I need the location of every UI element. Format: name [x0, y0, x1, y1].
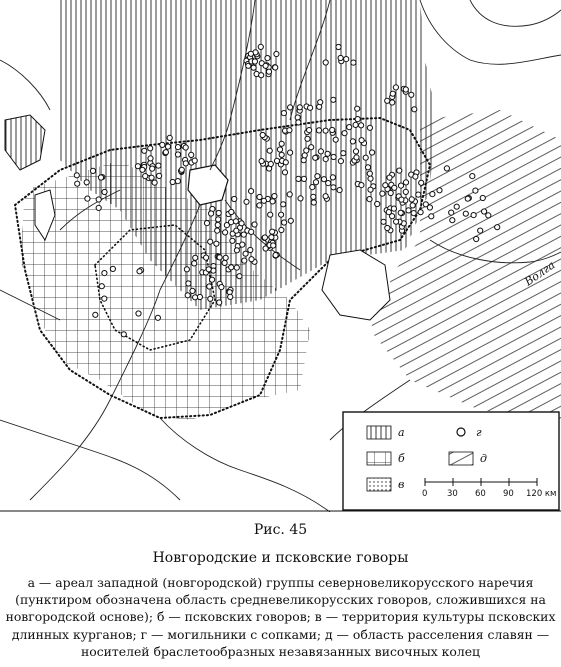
burial-mound-marker [313, 180, 318, 185]
burial-mound-marker [157, 173, 162, 178]
burial-mound-marker [495, 225, 500, 230]
burial-mound-marker [244, 199, 249, 204]
burial-mound-marker [167, 135, 172, 140]
burial-mound-marker [470, 174, 475, 179]
burial-mound-marker [281, 202, 286, 207]
burial-mound-marker [406, 208, 411, 213]
burial-mound-marker [140, 167, 145, 172]
burial-mound-marker [228, 294, 233, 299]
burial-mound-marker [234, 265, 239, 270]
burial-mound-marker [367, 171, 372, 176]
burial-mound-marker [351, 60, 356, 65]
burial-mound-marker [385, 98, 390, 103]
burial-mound-marker [214, 241, 219, 246]
burial-mound-marker [150, 166, 155, 171]
burial-mound-marker [302, 153, 307, 158]
burial-mound-marker [261, 198, 266, 203]
burial-mound-marker [367, 197, 372, 202]
burial-mound-marker [381, 219, 386, 224]
burial-mound-marker [156, 163, 161, 168]
burial-mound-marker [297, 105, 302, 110]
burial-mound-marker [398, 183, 403, 188]
scale-tick-60: 60 [475, 489, 486, 499]
burial-mound-marker [355, 117, 360, 122]
burial-mound-marker [403, 189, 408, 194]
burial-mound-marker [310, 185, 315, 190]
scale-tick-0: 0 [422, 489, 428, 499]
burial-mound-marker [393, 85, 398, 90]
burial-mound-marker [233, 219, 238, 224]
burial-mound-marker [248, 247, 253, 252]
burial-mound-marker [375, 201, 380, 206]
burial-mound-marker [160, 142, 165, 147]
burial-mound-marker [98, 175, 103, 180]
burial-mound-marker [353, 149, 358, 154]
burial-mound-marker [192, 261, 197, 266]
burial-mound-marker [204, 255, 209, 260]
burial-mound-marker [365, 165, 370, 170]
burial-mound-marker [204, 221, 209, 226]
burial-mound-marker [84, 180, 89, 185]
burial-mound-marker [338, 55, 343, 60]
burial-mound-marker [321, 177, 326, 182]
burial-mound-marker [183, 161, 188, 166]
burial-mound-marker [333, 137, 338, 142]
burial-mound-marker [288, 105, 293, 110]
burial-mound-marker [419, 180, 424, 185]
burial-mound-marker [90, 168, 95, 173]
burial-mound-marker [263, 63, 268, 68]
burial-mound-marker [338, 159, 343, 164]
burial-mound-marker [257, 203, 262, 208]
burial-mound-marker [267, 148, 272, 153]
burial-mound-marker [215, 222, 220, 227]
burial-mound-marker [359, 138, 364, 143]
burial-mound-marker [347, 125, 352, 130]
burial-mound-marker [93, 312, 98, 317]
burial-mound-marker [318, 149, 323, 154]
burial-mound-marker [277, 147, 282, 152]
burial-mound-marker [207, 284, 212, 289]
burial-mound-marker [252, 59, 257, 64]
burial-mound-marker [137, 269, 142, 274]
burial-mound-marker [223, 255, 228, 260]
burial-mound-marker [474, 236, 479, 241]
burial-mound-marker [273, 253, 278, 258]
burial-mound-marker [265, 56, 270, 61]
burial-mound-marker [74, 173, 79, 178]
burial-mound-marker [305, 136, 310, 141]
burial-mound-marker [480, 195, 485, 200]
burial-mound-marker [110, 266, 115, 271]
legend-label-v: в [398, 478, 405, 491]
burial-mound-marker [368, 176, 373, 181]
burial-mound-marker [298, 196, 303, 201]
burial-mound-marker [234, 228, 239, 233]
burial-mound-marker [102, 296, 107, 301]
burial-mound-marker [287, 128, 292, 133]
burial-mound-marker [149, 175, 154, 180]
burial-mound-marker [313, 155, 318, 160]
burial-mound-marker [308, 105, 313, 110]
burial-mound-marker [252, 222, 257, 227]
burial-mound-marker [391, 206, 396, 211]
burial-mound-marker [249, 189, 254, 194]
scale-tick-90: 90 [503, 489, 514, 499]
burial-mound-marker [249, 257, 254, 262]
burial-mound-marker [85, 196, 90, 201]
legend-swatch-a [367, 426, 391, 439]
burial-mound-marker [394, 219, 399, 224]
burial-mound-marker [386, 210, 391, 215]
burial-mound-marker [385, 225, 390, 230]
burial-mound-marker [190, 288, 195, 293]
burial-mound-marker [243, 251, 248, 256]
burial-mound-marker [152, 180, 157, 185]
burial-mound-marker [370, 150, 375, 155]
burial-mound-marker [301, 176, 306, 181]
burial-mound-marker [331, 154, 336, 159]
burial-mound-marker [368, 187, 373, 192]
burial-mound-marker [99, 284, 104, 289]
burial-mound-marker [266, 69, 271, 74]
burial-mound-marker [471, 213, 476, 218]
burial-mound-marker [183, 145, 188, 150]
burial-mound-marker [354, 155, 359, 160]
legend-swatch-v [367, 478, 391, 491]
burial-mound-marker [341, 151, 346, 156]
burial-mound-marker [390, 91, 395, 96]
burial-mound-marker [148, 146, 153, 151]
burial-mound-marker [163, 150, 168, 155]
burial-mound-marker [210, 277, 215, 282]
burial-mound-marker [316, 128, 321, 133]
burial-mound-marker [102, 189, 107, 194]
burial-mound-marker [409, 92, 414, 97]
burial-mound-marker [287, 192, 292, 197]
burial-mound-marker [450, 218, 455, 223]
burial-mound-marker [269, 235, 274, 240]
burial-mound-marker [315, 174, 320, 179]
burial-mound-marker [274, 51, 279, 56]
scale-tick-30: 30 [447, 489, 458, 499]
figure-caption: а — ареал западной (новгородской) группы северновеликорусского наречия (пунктиром обозначена область средневеликорусских говоров, сложившихся на новгородской основе); б — псковских говоров; в — территория культуры псковских длинных курганов; г — могильники с сопками; д — область расселения славян — носителей браслетообразных незавязанных височных колец [5, 575, 556, 659]
burial-mound-marker [142, 148, 147, 153]
burial-mound-marker [242, 258, 247, 263]
burial-mound-marker [192, 158, 197, 163]
burial-mound-marker [96, 205, 101, 210]
legend-circle-icon [457, 428, 465, 436]
burial-mound-marker [135, 164, 140, 169]
burial-mound-marker [237, 274, 242, 279]
burial-mound-marker [215, 228, 220, 233]
burial-mound-marker [143, 174, 148, 179]
burial-mound-marker [336, 44, 341, 49]
burial-mound-marker [282, 170, 287, 175]
burial-mound-marker [325, 151, 330, 156]
burial-mound-marker [273, 65, 278, 70]
burial-mound-marker [240, 242, 245, 247]
burial-mound-marker [359, 183, 364, 188]
burial-mound-marker [216, 217, 221, 222]
burial-mound-marker [279, 152, 284, 157]
burial-mound-marker [270, 229, 275, 234]
figure-title: Новгородские и псковские говоры [152, 550, 409, 566]
burial-mound-marker [337, 188, 342, 193]
burial-mound-marker [175, 145, 180, 150]
burial-mound-marker [380, 191, 385, 196]
burial-mound-marker [234, 248, 239, 253]
burial-mound-marker [410, 203, 415, 208]
burial-mound-marker [268, 161, 273, 166]
burial-mound-marker [363, 155, 368, 160]
burial-mound-marker [257, 194, 262, 199]
burial-mound-marker [155, 315, 160, 320]
burial-mound-marker [486, 213, 491, 218]
burial-mound-marker [249, 229, 254, 234]
burial-mound-marker [288, 150, 293, 155]
burial-mound-marker [96, 197, 101, 202]
burial-mound-marker [482, 209, 487, 214]
burial-mound-marker [272, 194, 277, 199]
burial-mound-marker [399, 197, 404, 202]
burial-mound-marker [279, 212, 284, 217]
burial-mound-marker [383, 183, 388, 188]
burial-mound-marker [270, 199, 275, 204]
burial-mound-marker [465, 196, 470, 201]
burial-mound-marker [136, 311, 141, 316]
burial-mound-marker [449, 210, 454, 215]
figure-number: Рис. 45 [253, 522, 308, 538]
burial-mound-marker [437, 188, 442, 193]
burial-mound-marker [219, 285, 224, 290]
burial-mound-marker [268, 212, 273, 217]
burial-mound-marker [193, 255, 198, 260]
burial-mound-marker [398, 210, 403, 215]
burial-mound-marker [318, 100, 323, 105]
burial-mound-marker [367, 125, 372, 130]
burial-mound-marker [359, 123, 364, 128]
burial-mound-marker [175, 152, 180, 157]
burial-mound-marker [283, 160, 288, 165]
burial-mound-marker [248, 51, 253, 56]
legend-label-b: б [398, 452, 405, 465]
burial-mound-marker [209, 211, 214, 216]
burial-mound-marker [217, 255, 222, 260]
burial-mound-marker [403, 180, 408, 185]
burial-mound-marker [427, 205, 432, 210]
burial-mound-marker [208, 296, 213, 301]
burial-mound-marker [262, 235, 267, 240]
burial-mound-marker [413, 174, 418, 179]
burial-mound-marker [259, 159, 264, 164]
burial-mound-marker [397, 168, 402, 173]
burial-mound-marker [251, 65, 256, 70]
burial-mound-marker [388, 190, 393, 195]
burial-mound-marker [282, 220, 287, 225]
legend-swatch-b [367, 452, 391, 465]
burial-mound-marker [331, 185, 336, 190]
scale-tick-120: 120 км [526, 489, 557, 499]
burial-mound-marker [478, 228, 483, 233]
burial-mound-marker [429, 214, 434, 219]
burial-mound-marker [323, 60, 328, 65]
burial-mound-marker [473, 188, 478, 193]
burial-mound-marker [295, 115, 300, 120]
burial-mound-marker [390, 100, 395, 105]
burial-mound-marker [184, 267, 189, 272]
burial-mound-marker [330, 127, 335, 132]
burial-mound-marker [409, 197, 414, 202]
burial-mound-marker [239, 221, 244, 226]
burial-mound-marker [412, 107, 417, 112]
burial-mound-marker [189, 152, 194, 157]
burial-mound-marker [387, 175, 392, 180]
burial-mound-marker [350, 139, 355, 144]
burial-mound-marker [121, 332, 126, 337]
legend-swatch-d [449, 452, 473, 465]
burial-mound-marker [222, 260, 227, 265]
burial-mound-marker [309, 145, 314, 150]
burial-mound-marker [186, 281, 191, 286]
burial-mound-marker [279, 141, 284, 146]
burial-mound-marker [274, 158, 279, 163]
burial-mound-marker [296, 176, 301, 181]
burial-mound-marker [311, 194, 316, 199]
burial-mound-marker [179, 167, 184, 172]
burial-mound-marker [323, 157, 328, 162]
burial-mound-marker [288, 218, 293, 223]
burial-mound-marker [271, 243, 276, 248]
burial-mound-marker [430, 192, 435, 197]
burial-mound-marker [323, 128, 328, 133]
burial-mound-marker [331, 97, 336, 102]
burial-mound-marker [311, 200, 316, 205]
burial-mound-marker [75, 181, 80, 186]
river-label-volga: Волга [522, 258, 558, 289]
burial-mound-marker [444, 166, 449, 171]
burial-mound-marker [353, 122, 358, 127]
burial-mound-marker [260, 132, 265, 137]
burial-mound-marker [216, 210, 221, 215]
burial-mound-marker [296, 120, 301, 125]
burial-mound-marker [258, 44, 263, 49]
legend-label-a: а [398, 426, 405, 439]
burial-mound-marker [175, 179, 180, 184]
burial-mound-marker [230, 238, 235, 243]
burial-mound-marker [281, 111, 286, 116]
burial-mound-marker [326, 181, 331, 186]
burial-mound-marker [148, 156, 153, 161]
burial-mound-marker [170, 179, 175, 184]
burial-mound-marker [392, 185, 397, 190]
burial-mound-marker [206, 267, 211, 272]
burial-mound-marker [229, 265, 234, 270]
burial-mound-marker [355, 106, 360, 111]
burial-mound-marker [323, 194, 328, 199]
burial-mound-marker [185, 293, 190, 298]
burial-mound-marker [416, 192, 421, 197]
burial-mound-marker [223, 230, 228, 235]
burial-mound-marker [411, 211, 416, 216]
burial-mound-marker [454, 204, 459, 209]
burial-mound-marker [330, 175, 335, 180]
burial-mound-marker [229, 209, 234, 214]
burial-mound-marker [463, 211, 468, 216]
burial-mound-marker [307, 128, 312, 133]
burial-mound-marker [165, 144, 170, 149]
burial-mound-marker [342, 131, 347, 136]
burial-mound-marker [232, 196, 237, 201]
legend-label-d: д [480, 452, 487, 465]
burial-mound-marker [259, 73, 264, 78]
legend [343, 412, 559, 510]
burial-mound-marker [279, 227, 284, 232]
burial-mound-marker [193, 295, 198, 300]
burial-mound-marker [102, 271, 107, 276]
burial-mound-marker [418, 210, 423, 215]
burial-mound-marker [208, 239, 213, 244]
legend-label-g: г [476, 426, 482, 439]
burial-mound-marker [403, 87, 408, 92]
burial-mound-marker [217, 300, 222, 305]
